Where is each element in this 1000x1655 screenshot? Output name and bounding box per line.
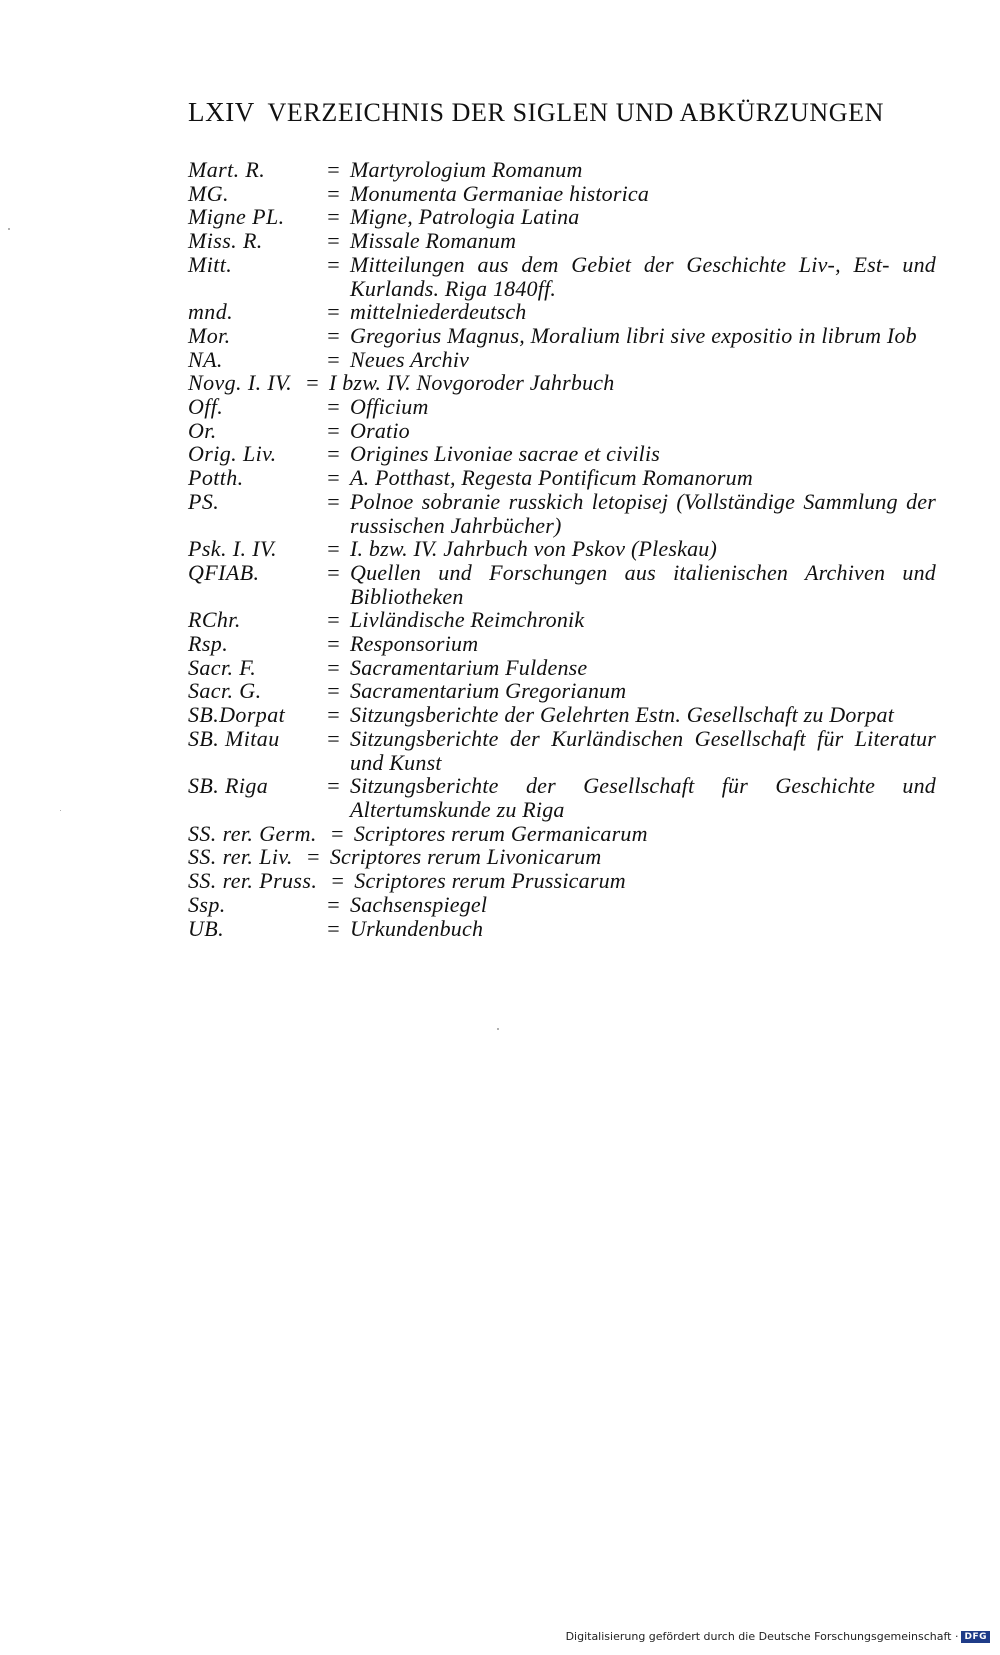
equals-sign: = (327, 251, 340, 277)
equals-sign: = (327, 559, 340, 585)
abbreviation: Orig. Liv. (188, 441, 277, 467)
abbreviation: MG. (188, 180, 229, 206)
abbreviation: Migne PL. (188, 204, 285, 230)
expansion: Officium (350, 394, 429, 420)
equals-sign: = (307, 844, 320, 870)
abbreviation: NA. (188, 346, 223, 372)
equals-sign: = (327, 773, 340, 799)
abbreviation-entry (188, 537, 936, 561)
abbreviation-entry (188, 300, 936, 324)
expansion: Martyrologium Romanum (350, 157, 583, 182)
equals-sign: = (327, 157, 340, 182)
abbreviation-entry (188, 917, 936, 941)
equals-sign: = (327, 322, 340, 348)
abbreviation-entry (188, 561, 936, 608)
abbreviation-entry (188, 703, 936, 727)
abbreviation: SS. rer. Liv. (188, 844, 293, 870)
abbreviation-entry (188, 679, 936, 703)
scan-speck (8, 228, 10, 230)
section-title: VERZEICHNIS DER SIGLEN UND ABKÜRZUNGEN (267, 98, 884, 127)
expansion: A. Potthast, Regesta Pontificum Romanorum (350, 465, 753, 491)
abbreviation: PS. (188, 488, 220, 514)
equals-sign: = (327, 891, 340, 917)
abbreviation-entry (188, 656, 936, 680)
abbreviation-entry (188, 395, 936, 419)
abbreviation: RChr. (188, 607, 241, 633)
abbreviation: Potth. (188, 465, 244, 491)
expansion: Monumenta Germaniae historica (350, 180, 650, 206)
scan-speck (497, 1028, 499, 1030)
abbreviation: SS. rer. Germ. (188, 820, 317, 846)
abbreviation: Miss. R. (188, 228, 263, 254)
expansion: Mitteilungen aus dem Gebiet der Geschichte Liv-, Est- und Kurlands. Riga 1840ff. (350, 251, 936, 301)
page-number: LXIV (188, 97, 255, 127)
equals-sign: = (331, 868, 344, 894)
expansion: Migne, Patrologia Latina (350, 204, 580, 230)
expansion: Sitzungsberichte der Kurländischen Gesellschaft für Literatur und Kunst (350, 725, 936, 775)
abbreviation-entry (188, 442, 936, 466)
abbreviation-entry (188, 632, 936, 656)
abbreviation-entry (188, 822, 936, 846)
expansion: Scriptores rerum Prussicarum (354, 868, 626, 894)
expansion: Sacramentarium Fuldense (350, 654, 588, 680)
abbreviation-entry (188, 229, 936, 253)
abbreviation-entry (188, 893, 936, 917)
expansion: Livländische Reimchronik (350, 607, 585, 633)
abbreviation-entry (188, 466, 936, 490)
expansion: Sachsenspiegel (350, 891, 488, 917)
expansion: Urkundenbuch (350, 915, 484, 941)
expansion: Scriptores rerum Livonicarum (329, 844, 602, 870)
abbreviation-entry (188, 158, 936, 182)
abbreviation: Or. (188, 417, 217, 443)
expansion: Scriptores rerum Germanicarum (353, 820, 648, 846)
equals-sign: = (327, 678, 340, 704)
abbreviation-entry (188, 727, 936, 774)
abbreviation: SB. Riga (188, 773, 269, 799)
equals-sign: = (327, 204, 340, 230)
expansion: Sacramentarium Gregorianum (350, 678, 627, 704)
expansion: Neues Archiv (350, 346, 470, 372)
equals-sign: = (327, 725, 340, 751)
abbreviation-entry (188, 324, 936, 348)
expansion: Origines Livoniae sacrae et civilis (350, 441, 661, 467)
abbreviation: Off. (188, 394, 224, 420)
abbreviation: Mor. (188, 322, 231, 348)
expansion: Responsorium (350, 631, 479, 657)
expansion: Oratio (350, 417, 410, 443)
equals-sign: = (327, 488, 340, 514)
abbreviation-entry (188, 774, 936, 821)
abbreviation-entry (188, 205, 936, 229)
abbreviation-entry (188, 608, 936, 632)
expansion: Gregorius Magnus, Moralium libri sive expositio in librum Iob (350, 322, 917, 348)
expansion: I bzw. IV. Novgoroder Jahrbuch (329, 370, 615, 396)
abbreviation: Sacr. G. (188, 678, 262, 704)
abbreviation-entry (188, 845, 936, 869)
equals-sign: = (327, 180, 340, 206)
expansion: I. bzw. IV. Jahrbuch von Pskov (Pleskau) (350, 536, 718, 562)
scan-speck (60, 810, 61, 811)
equals-sign: = (327, 654, 340, 680)
abbreviation: UB. (188, 915, 225, 941)
abbreviation: Sacr. F. (188, 654, 257, 680)
abbreviation-list (188, 158, 936, 940)
expansion: Missale Romanum (350, 228, 517, 254)
abbreviation-entry (188, 253, 936, 300)
equals-sign: = (327, 631, 340, 657)
abbreviation: SS. rer. Pruss. (188, 868, 318, 894)
equals-sign: = (327, 394, 340, 420)
expansion: Polnoe sobranie russkich letopisej (Vollständige Sammlung der russischen Jahrbücher) (350, 488, 936, 538)
equals-sign: = (327, 417, 340, 443)
equals-sign: = (331, 820, 344, 846)
abbreviation-entry (188, 419, 936, 443)
abbreviation-entry (188, 869, 936, 893)
abbreviation: Mart. R. (188, 157, 266, 182)
equals-sign: = (327, 915, 340, 941)
equals-sign: = (327, 702, 340, 728)
abbreviation: Novg. I. IV. (188, 370, 292, 396)
dfg-logo: DFG (961, 1631, 990, 1643)
digitization-footer (566, 1630, 990, 1643)
abbreviation: SB.Dorpat (188, 702, 286, 728)
expansion: Sitzungsberichte der Gelehrten Estn. Gesellschaft zu Dorpat (350, 702, 895, 728)
equals-sign: = (327, 299, 340, 325)
abbreviation: Ssp. (188, 891, 226, 917)
footer-credit: Digitalisierung gefördert durch die Deutsche Forschungsgemeinschaft · (565, 1630, 959, 1643)
abbreviation-entry (188, 348, 936, 372)
equals-sign: = (327, 228, 340, 254)
abbreviation: Rsp. (188, 631, 229, 657)
abbreviation: Psk. I. IV. (188, 536, 277, 562)
abbreviation: mnd. (188, 299, 233, 325)
expansion: Sitzungsberichte der Gesellschaft für Geschichte und Altertumskunde zu Riga (350, 773, 936, 822)
equals-sign: = (327, 607, 340, 633)
abbreviation-entry (188, 490, 936, 537)
expansion: Quellen und Forschungen aus italienischen Archiven und Bibliotheken (350, 559, 936, 609)
abbreviation: SB. Mitau (188, 725, 280, 751)
equals-sign: = (327, 441, 340, 467)
equals-sign: = (327, 346, 340, 372)
equals-sign: = (306, 370, 319, 396)
abbreviation-entry (188, 371, 936, 395)
page-title (188, 97, 948, 128)
equals-sign: = (327, 536, 340, 562)
abbreviation: Mitt. (188, 251, 233, 277)
expansion: mittelniederdeutsch (350, 299, 527, 325)
abbreviation: QFIAB. (188, 559, 260, 585)
abbreviation-entry (188, 182, 936, 206)
equals-sign: = (327, 465, 340, 491)
